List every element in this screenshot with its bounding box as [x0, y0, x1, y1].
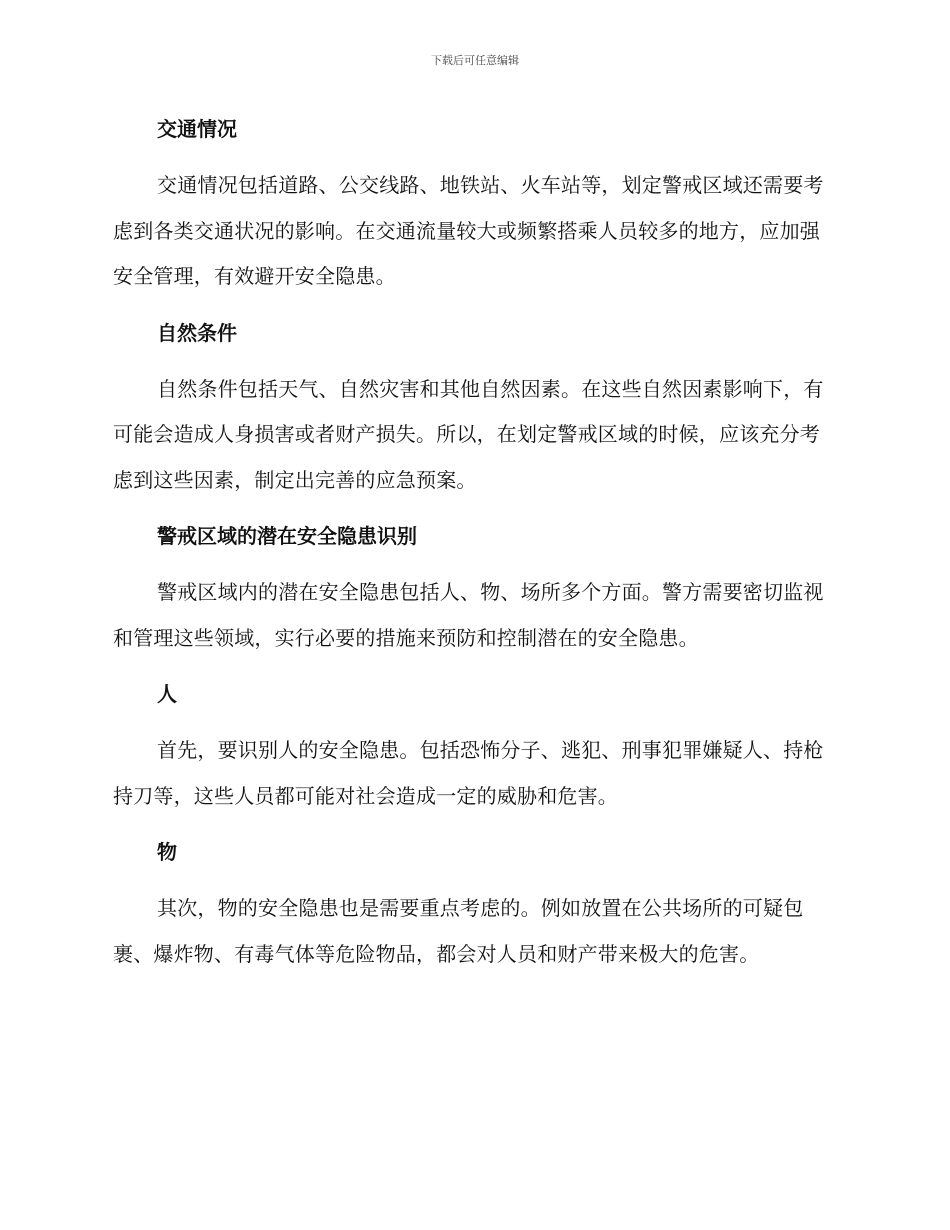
- section-heading-hazard-identification: 警戒区域的潜在安全隐患识别: [157, 524, 417, 548]
- paragraph-natural-conditions: 自然条件包括天气、自然灾害和其他自然因素。在这些自然因素影响下，有可能会造成人身损害或者财产损失。所以，在划定警戒区域的时候，应该充分考虑到这些因素，制定出完善的应急预案。: [113, 376, 824, 492]
- paragraph-people: 首先，要识别人的安全隐患。包括恐怖分子、逃犯、刑事犯罪嫌疑人、持枪持刀等，这些人员都可能对社会造成一定的威胁和危害。: [113, 738, 824, 808]
- section-heading-people: 人: [157, 682, 177, 706]
- section-heading-natural-conditions: 自然条件: [157, 320, 237, 345]
- paragraph-traffic: 交通情况包括道路、公交线路、地铁站、火车站等，划定警戒区域还需要考虑到各类交通状况的影响。在交通流量较大或频繁搭乘人员较多的地方，应加强安全管理，有效避开安全隐患。: [113, 173, 824, 288]
- section-heading-objects: 物: [157, 840, 177, 864]
- section-heading-traffic: 交通情况: [157, 117, 237, 141]
- paragraph-hazard-identification: 警戒区域内的潜在安全隐患包括人、物、场所多个方面。警方需要密切监视和管理这些领域，实行必要的措施来预防和控制潜在的安全隐患。: [113, 580, 824, 650]
- page-header: 下载后可任意编辑: [431, 54, 519, 67]
- document-body: [113, 106, 837, 977]
- paragraph-objects: 其次，物的安全隐患也是需要重点考虑的。例如放置在公共场所的可疑包裹、爆炸物、有毒气体等危险物品，都会对人员和财产带来极大的危害。: [113, 896, 804, 966]
